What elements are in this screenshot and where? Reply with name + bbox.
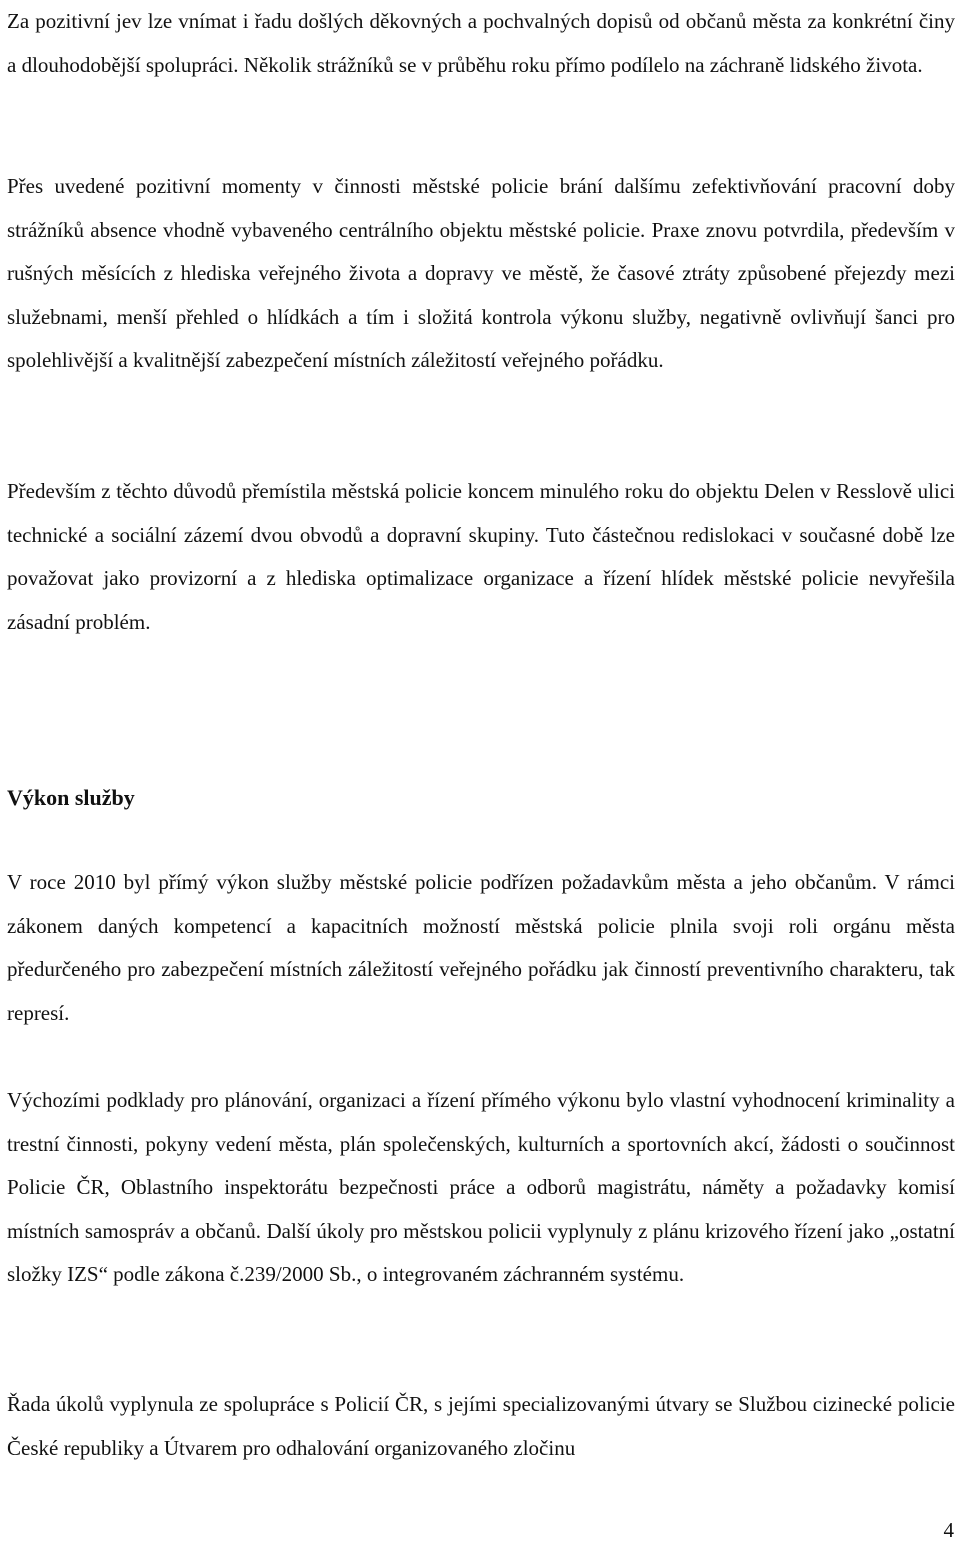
body-paragraph: Výchozími podklady pro plánování, organizaci a řízení přímého výkonu bylo vlastní vyhodnocení kriminality a trestní činnosti, pokyny vedení města, plán společenských, kulturních a sportovních akcí, žádosti o součinnost Policie ČR, Oblastního inspektorátu bezpečnosti práce a odborů magistrátu, náměty a požadavky komisí místních samospráv a občanů. Další úkoly pro městskou policii vyplynuly z plánu krizového řízení jako „ostatní složky IZS“ podle zákona č.239/2000 Sb., o integrovaném záchranném systému.	[7, 1088, 955, 1286]
body-paragraph: Za pozitivní jev lze vnímat i řadu došlých děkovných a pochvalných dopisů od občanů města za konkrétní činy a dlouhodobější spolupráci. Několik strážníků se v průběhu roku přímo podílelo na záchraně lidského života.	[7, 9, 955, 77]
intro-paragraph-3-block	[7, 470, 955, 644]
section-paragraph-3-block	[7, 1383, 955, 1470]
body-paragraph: Řada úkolů vyplynula ze spolupráce s Policií ČR, s jejími specializovanými útvary se Službou cizinecké policie České republiky a Útvarem pro odhalování organizovaného zločinu	[7, 1392, 955, 1460]
body-paragraph: V roce 2010 byl přímý výkon služby městské policie podřízen požadavkům města a jeho občanům. V rámci zákonem daných kompetencí a kapacitních možností městská policie plnila svoji roli orgánu města předurčeného pro zabezpečení místních záležitostí veřejného pořádku jak činností preventivního charakteru, tak represí.	[7, 870, 955, 1025]
body-paragraph: Především z těchto důvodů přemístila městská policie koncem minulého roku do objektu Delen v Resslově ulici technické a sociální zázemí dvou obvodů a dopravní skupiny. Tuto částečnou redislokaci v současné době lze považovat jako provizorní a z hlediska optimalizace organizace a řízení hlídek městské policie nevyřešila zásadní problém.	[7, 479, 955, 634]
section-heading: Výkon služby	[7, 785, 135, 810]
section-paragraph-2-block	[7, 1079, 955, 1297]
section-paragraph-1-block	[7, 861, 955, 1035]
page-number: 4	[943, 1518, 954, 1542]
intro-paragraph-1-block	[7, 0, 955, 87]
intro-paragraph-2-block	[7, 165, 955, 383]
body-paragraph: Přes uvedené pozitivní momenty v činnosti městské policie brání dalšímu zefektivňování pracovní doby strážníků absence vhodně vybaveného centrálního objektu městské policie. Praxe znovu potvrdila, především v rušných měsících z hlediska veřejného života a dopravy ve městě, že časové ztráty způsobené přejezdy mezi služebnami, menší přehled o hlídkách a tím i složitá kontrola výkonu služby, negativně ovlivňují šanci pro spolehlivější a kvalitnější zabezpečení místních záležitostí veřejného pořádku.	[7, 174, 955, 372]
